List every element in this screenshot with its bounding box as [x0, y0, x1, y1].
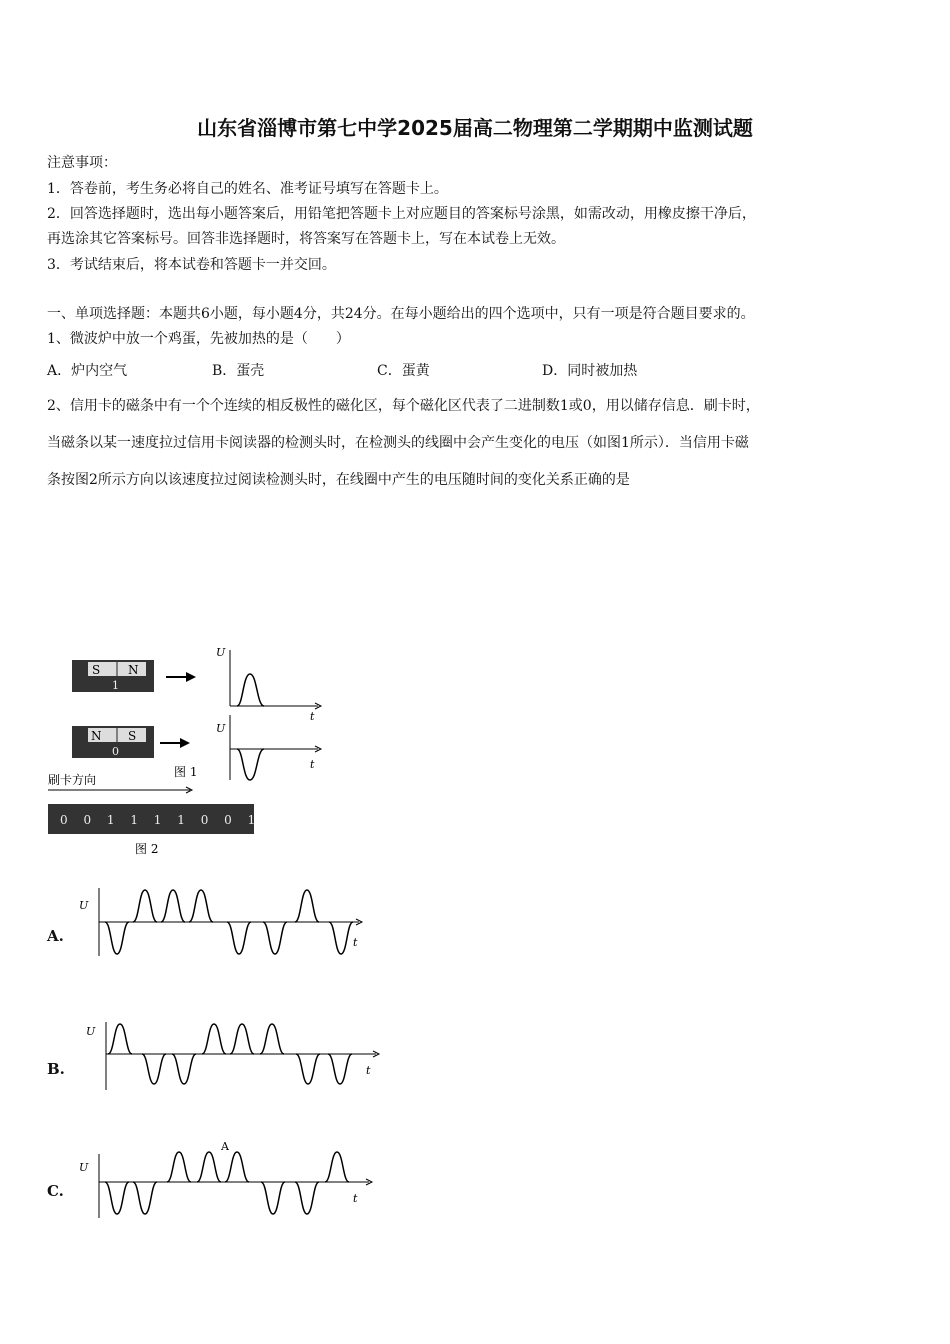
section-heading: 一、单项选择题：本题共6小题，每小题4分，共24分。在每小题给出的四个选项中，只有一项是符合题目要求的。 [47, 306, 755, 322]
page-title: 山东省淄博市第七中学2025届高二物理第二学期期中监测试题 [197, 116, 753, 140]
question-2-line-3: 条按图2所示方向以该速度拉过阅读检测头时，在线圈中产生的电压随时间的变化关系正确的是 [47, 472, 630, 488]
axis-t-c: t [353, 1192, 358, 1205]
axis-u-b: U [86, 1025, 96, 1038]
q1-option-a: A．炉内空气 [47, 363, 128, 379]
axis-u-1: U [216, 646, 226, 659]
q1-option-b: B．蛋壳 [212, 363, 265, 379]
question-2-line-1: 2、信用卡的磁条中有一个个连续的相反极性的磁化区，每个磁化区代表了二进制数1或0，用以储存信息．刷卡时， [47, 398, 760, 414]
q1-option-c: C．蛋黄 [377, 363, 430, 379]
notice-2: 2．回答选择题时，选出每小题答案后，用铅笔把答题卡上对应题目的答案标号涂黑，如需改动，用橡皮擦干净后， [47, 206, 756, 222]
axis-t-1: t [310, 710, 315, 723]
notice-heading: 注意事项： [47, 155, 117, 171]
q2-option-b-graph [80, 1018, 390, 1094]
axis-u-a: U [79, 899, 89, 912]
magnetic-stripe-figure [40, 640, 350, 865]
notice-2-cont: 再选涂其它答案标号。回答非选择题时，将答案写在答题卡上，写在本试卷上无效。 [47, 231, 565, 247]
axis-u-c: U [79, 1161, 89, 1174]
q2-option-c-graph [75, 1138, 385, 1222]
q2-option-b-label: B. [47, 1060, 65, 1078]
q2-option-a-graph [75, 882, 375, 962]
fig-1-caption: 图 1 [174, 765, 198, 779]
stripe-bits: 0 0 1 1 1 1 0 0 1 [60, 813, 262, 827]
q2-option-a-label: A. [47, 927, 64, 945]
option-c-mark: A [221, 1140, 229, 1153]
magnet-2-right-pole: S [128, 729, 137, 743]
question-1-stem: 1、微波炉中放一个鸡蛋，先被加热的是（ ） [47, 331, 350, 347]
q2-option-c-label: C. [47, 1182, 64, 1200]
axis-t-2: t [310, 758, 315, 771]
axis-t-a: t [353, 936, 358, 949]
magnet-2-digit: 0 [112, 745, 119, 758]
axis-t-b: t [366, 1064, 371, 1077]
magnet-1-digit: 1 [112, 679, 119, 692]
notice-1: 1．答卷前，考生务必将自己的姓名、准考证号填写在答题卡上。 [47, 181, 448, 197]
magnet-1-right-pole: N [128, 663, 139, 677]
notice-3: 3．考试结束后，将本试卷和答题卡一并交回。 [47, 257, 336, 273]
fig-2-caption: 图 2 [135, 842, 159, 856]
q1-option-d: D．同时被加热 [542, 363, 638, 379]
swipe-direction-label: 刷卡方向 [48, 773, 97, 787]
axis-u-2: U [216, 722, 226, 735]
magnet-2-left-pole: N [91, 729, 102, 743]
magnet-1-left-pole: S [92, 663, 101, 677]
question-2-line-2: 当磁条以某一速度拉过信用卡阅读器的检测头时，在检测头的线圈中会产生变化的电压（如图1所示）．当信用卡磁 [47, 435, 749, 451]
